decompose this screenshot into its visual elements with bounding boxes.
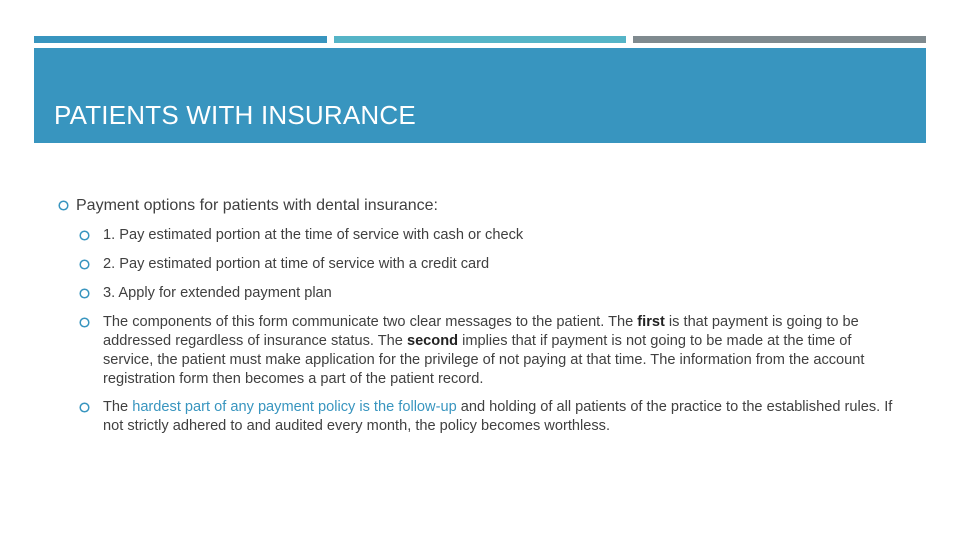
slide-title: PATIENTS WITH INSURANCE: [54, 100, 416, 130]
sub-bullet-text: 2. Pay estimated portion at time of service with a credit card: [103, 256, 490, 272]
title-band: [34, 48, 926, 143]
paragraph-text: The components of this form communicate two clear messages to the patient. The: [103, 314, 638, 330]
slide-content: [58, 194, 908, 436]
main-bullet-text: Payment options for patients with dental insurance:: [76, 197, 438, 214]
circle-outline-icon: [79, 259, 90, 270]
sub-bullet-paragraph-2: [103, 398, 898, 436]
main-bullet: [58, 194, 908, 218]
sub-bullet-3: [103, 284, 898, 303]
bold-first: first: [637, 314, 669, 330]
sub-bullet-paragraph-1: [103, 313, 898, 389]
sub-bullet-2: [103, 255, 898, 274]
circle-outline-icon: [79, 230, 90, 241]
paragraph-text: implies that if payment is not going to be made at the time of service, the patient must make application for the privilege of not paying at that time. The information from the account registration form then becomes a part of the patient record.: [103, 333, 865, 387]
circle-outline-icon: [79, 288, 90, 299]
paragraph-text: is that payment is going to be addressed regardless of insurance status. The: [103, 314, 859, 349]
accent-bar-2: [334, 36, 626, 43]
sub-bullet-text: 1. Pay estimated portion at the time of service with cash or check: [103, 227, 524, 243]
bold-second: second: [406, 333, 459, 349]
sub-bullet-1: [103, 226, 898, 245]
sub-bullet-text: 3. Apply for extended payment plan: [103, 285, 332, 301]
highlighted-text: hardest part of any payment policy is the follow-up: [132, 399, 457, 415]
paragraph-text: The: [103, 399, 133, 415]
circle-outline-icon: [58, 200, 69, 211]
circle-outline-icon: [79, 317, 90, 328]
paragraph-text: and holding of all patients of the practice to the established rules. If not strictly adhered to and audited every month, the policy becomes worthless.: [103, 399, 893, 434]
accent-bar-1: [34, 36, 327, 43]
accent-bar-3: [633, 36, 926, 43]
circle-outline-icon: [79, 402, 90, 413]
